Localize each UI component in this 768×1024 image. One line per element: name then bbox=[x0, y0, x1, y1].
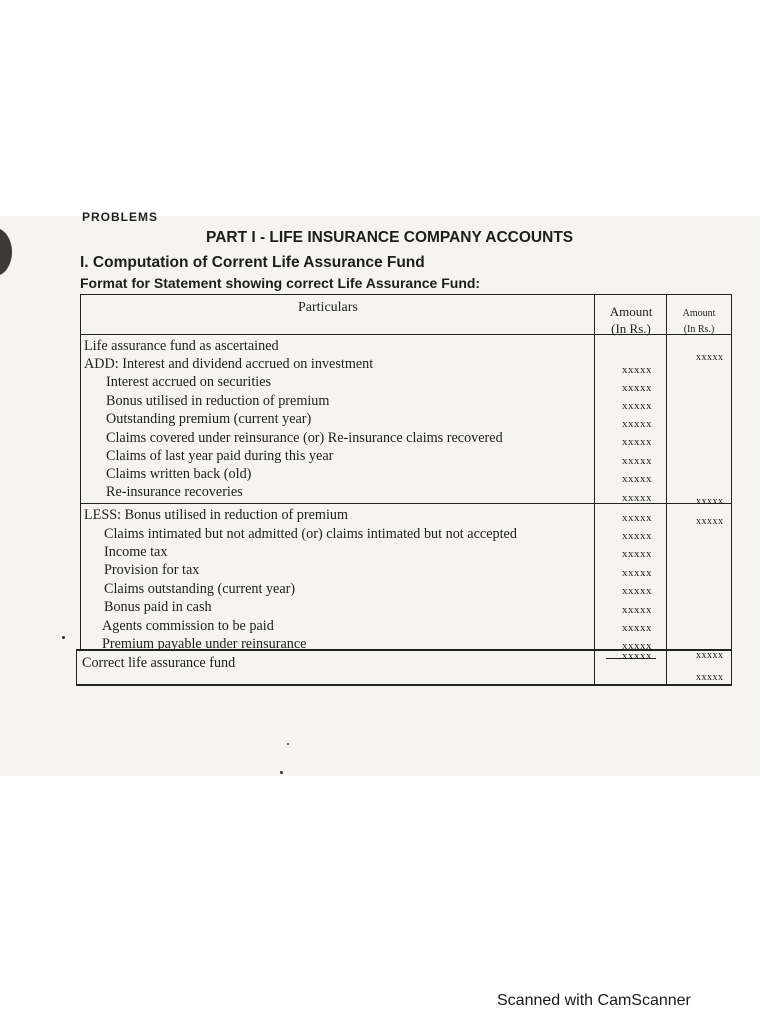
amount-col1-value: xxxxx bbox=[622, 364, 652, 376]
life-assurance-fund-table bbox=[76, 294, 732, 688]
scan-speck bbox=[287, 743, 289, 745]
row-particular: Premium payable under reinsurance bbox=[102, 636, 307, 652]
row-particular: Claims covered under reinsurance (or) Re-insurance claims recovered bbox=[106, 430, 503, 446]
row-particular: Re-insurance recoveries bbox=[106, 484, 243, 500]
amount-col2-value: xxxxx bbox=[696, 672, 724, 683]
row-particular: ADD: Interest and dividend accrued on investment bbox=[84, 356, 374, 372]
amount-col1-value: xxxxx bbox=[622, 585, 652, 597]
scanner-watermark: Scanned with CamScanner bbox=[497, 992, 691, 1009]
cut-off-heading: PROBLEMS bbox=[82, 210, 159, 224]
amount-col1-value: xxxxx bbox=[622, 530, 652, 542]
amount-col2-value: xxxxx bbox=[696, 650, 724, 661]
row-particular: Correct life assurance fund bbox=[82, 655, 236, 671]
header-particulars: Particulars bbox=[298, 300, 358, 315]
column-divider-2 bbox=[666, 294, 667, 686]
row-particular: Claims written back (old) bbox=[106, 466, 252, 482]
table-left-rule-bottom bbox=[76, 649, 77, 685]
row-particular: Interest accrued on securities bbox=[106, 374, 272, 390]
amount-col1-value: xxxxx bbox=[622, 640, 652, 652]
row-particular: Claims outstanding (current year) bbox=[104, 581, 296, 597]
section-title: I. Computation of Corrent Life Assurance Fund bbox=[80, 254, 425, 271]
header-amount-col2-line1: Amount bbox=[682, 308, 716, 319]
amount-col1-value: xxxxx bbox=[622, 382, 652, 394]
amount-col1-value: xxxxx bbox=[622, 604, 652, 616]
amount-col1-value: xxxxx bbox=[622, 567, 652, 579]
amount-col1-value: xxxxx bbox=[622, 512, 652, 524]
amount-col1-value: xxxxx bbox=[622, 622, 652, 634]
part-title: PART I - LIFE INSURANCE COMPANY ACCOUNTS bbox=[206, 229, 574, 246]
row-particular: Bonus paid in cash bbox=[104, 599, 212, 615]
row-particular: Agents commission to be paid bbox=[102, 618, 274, 634]
row-particular: Bonus utilised in reduction of premium bbox=[106, 393, 330, 409]
table-right-rule bbox=[731, 294, 732, 686]
row-particular: Provision for tax bbox=[104, 562, 200, 578]
column-divider-1 bbox=[594, 294, 595, 686]
amount-col1-value: xxxxx bbox=[622, 650, 652, 662]
amount-col1-value: xxxxx bbox=[622, 492, 652, 504]
format-title: Format for Statement showing correct Life Assurance Fund: bbox=[80, 275, 481, 291]
row-particular: Income tax bbox=[104, 544, 168, 560]
scan-speck bbox=[62, 636, 65, 639]
amount-col1-value: xxxxx bbox=[622, 418, 652, 430]
header-amount-col1-line2: (In Rs.) bbox=[611, 321, 651, 336]
amount-col1-value: xxxxx bbox=[622, 548, 652, 560]
row-particular: Life assurance fund as ascertained bbox=[84, 338, 279, 354]
row-particular: Claims of last year paid during this year bbox=[106, 448, 334, 464]
table-bottom-rule bbox=[76, 684, 732, 686]
amount-col2-value: xxxxx bbox=[696, 516, 724, 527]
amount-col2-value: xxxxx bbox=[696, 496, 724, 507]
header-amount-col2-line2: (In Rs.) bbox=[683, 324, 715, 335]
row-particular: Outstanding premium (current year) bbox=[106, 411, 312, 427]
scan-speck bbox=[280, 771, 283, 774]
row-particular: Claims intimated but not admitted (or) claims intimated but not accepted bbox=[104, 526, 517, 542]
header-amount-col2 bbox=[668, 306, 730, 338]
table-top-rule bbox=[80, 294, 732, 295]
amount-col2-value: xxxxx bbox=[696, 352, 724, 363]
amount-col1-value: xxxxx bbox=[622, 400, 652, 412]
table-left-rule bbox=[80, 294, 81, 649]
amount-col1-value: xxxxx bbox=[622, 473, 652, 485]
header-amount-col1-line1: Amount bbox=[609, 304, 653, 319]
amount-col1-value: xxxxx bbox=[622, 436, 652, 448]
row-particular: LESS: Bonus utilised in reduction of premium bbox=[84, 507, 349, 523]
amount-col1-value: xxxxx bbox=[622, 455, 652, 467]
header-amount-col1 bbox=[598, 303, 664, 337]
